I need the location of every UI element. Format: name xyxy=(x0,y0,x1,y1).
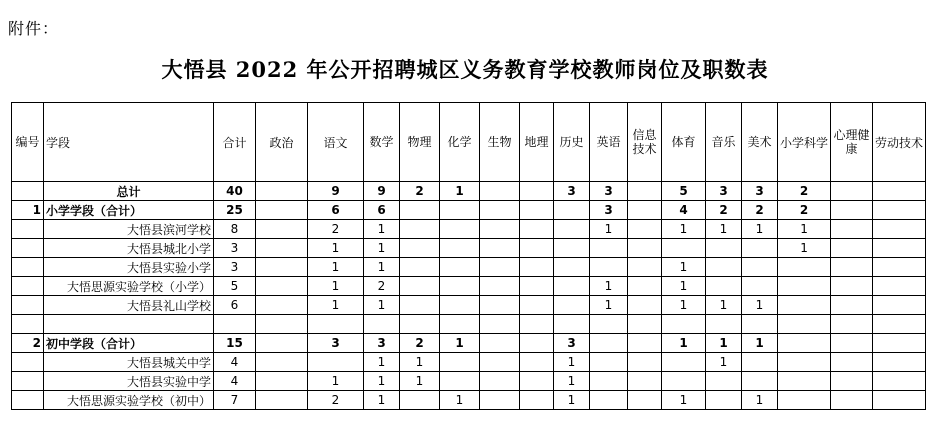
table-row xyxy=(12,296,926,315)
count-cell: 1 xyxy=(400,353,440,372)
table-row xyxy=(12,220,926,239)
count-cell xyxy=(480,258,520,277)
count-cell xyxy=(590,239,628,258)
count-cell xyxy=(778,315,831,334)
count-cell xyxy=(554,220,590,239)
count-cell: 2 xyxy=(400,182,440,201)
count-cell xyxy=(831,201,873,220)
count-cell xyxy=(778,334,831,353)
count-cell xyxy=(400,220,440,239)
count-cell: 1 xyxy=(742,334,778,353)
header-row xyxy=(12,103,926,182)
count-cell xyxy=(831,239,873,258)
count-cell xyxy=(831,334,873,353)
header-cell: 小学科学 xyxy=(778,103,831,182)
count-cell xyxy=(590,334,628,353)
count-cell: 1 xyxy=(440,391,480,410)
count-cell xyxy=(520,182,554,201)
count-cell xyxy=(590,372,628,391)
count-cell xyxy=(520,239,554,258)
count-cell: 1 xyxy=(778,239,831,258)
count-cell xyxy=(590,391,628,410)
count-cell: 1 xyxy=(662,391,706,410)
count-cell xyxy=(554,239,590,258)
count-cell: 3 xyxy=(364,334,400,353)
count-cell xyxy=(628,220,662,239)
count-cell xyxy=(480,182,520,201)
count-cell: 2 xyxy=(308,391,364,410)
table-row xyxy=(12,258,926,277)
header-cell: 英语 xyxy=(590,103,628,182)
count-cell: 1 xyxy=(662,220,706,239)
count-cell xyxy=(364,315,400,334)
count-cell: 2 xyxy=(400,334,440,353)
count-cell xyxy=(628,201,662,220)
count-cell: 40 xyxy=(214,182,256,201)
count-cell xyxy=(256,277,308,296)
count-cell: 3 xyxy=(590,201,628,220)
count-cell xyxy=(873,391,926,410)
count-cell xyxy=(873,296,926,315)
school-cell xyxy=(44,315,214,334)
count-cell xyxy=(590,258,628,277)
count-cell xyxy=(831,258,873,277)
count-cell xyxy=(873,315,926,334)
header-cell: 体育 xyxy=(662,103,706,182)
count-cell: 1 xyxy=(440,182,480,201)
count-cell: 4 xyxy=(214,353,256,372)
table-row xyxy=(12,315,926,334)
count-cell xyxy=(554,296,590,315)
count-cell: 2 xyxy=(742,201,778,220)
count-cell xyxy=(440,296,480,315)
header-cell: 数学 xyxy=(364,103,400,182)
count-cell: 2 xyxy=(778,201,831,220)
count-cell: 2 xyxy=(706,201,742,220)
count-cell: 3 xyxy=(742,182,778,201)
count-cell xyxy=(662,315,706,334)
count-cell xyxy=(480,353,520,372)
count-cell: 25 xyxy=(214,201,256,220)
count-cell xyxy=(778,258,831,277)
count-cell xyxy=(520,391,554,410)
count-cell: 2 xyxy=(12,334,44,353)
count-cell xyxy=(628,372,662,391)
header-cell: 物理 xyxy=(400,103,440,182)
count-cell xyxy=(831,315,873,334)
count-cell xyxy=(400,277,440,296)
school-cell: 大悟县滨河学校 xyxy=(44,220,214,239)
count-cell: 1 xyxy=(590,277,628,296)
school-cell: 大悟县实验小学 xyxy=(44,258,214,277)
count-cell: 3 xyxy=(554,334,590,353)
count-cell xyxy=(742,277,778,296)
count-cell: 1 xyxy=(742,296,778,315)
count-cell xyxy=(628,258,662,277)
count-cell xyxy=(520,334,554,353)
count-cell: 1 xyxy=(12,201,44,220)
count-cell xyxy=(12,353,44,372)
count-cell xyxy=(440,277,480,296)
count-cell: 9 xyxy=(364,182,400,201)
count-cell xyxy=(12,277,44,296)
count-cell xyxy=(480,201,520,220)
count-cell xyxy=(873,277,926,296)
count-cell: 6 xyxy=(308,201,364,220)
count-cell xyxy=(628,239,662,258)
count-cell xyxy=(520,201,554,220)
count-cell xyxy=(440,353,480,372)
count-cell: 1 xyxy=(706,296,742,315)
count-cell xyxy=(778,391,831,410)
count-cell xyxy=(706,258,742,277)
count-cell: 1 xyxy=(778,220,831,239)
header-cell: 合计 xyxy=(214,103,256,182)
count-cell xyxy=(440,258,480,277)
count-cell xyxy=(590,353,628,372)
school-cell: 大悟县实验中学 xyxy=(44,372,214,391)
count-cell: 3 xyxy=(214,239,256,258)
count-cell xyxy=(706,239,742,258)
count-cell xyxy=(480,334,520,353)
count-cell xyxy=(12,182,44,201)
count-cell xyxy=(440,220,480,239)
header-cell: 政治 xyxy=(256,103,308,182)
count-cell: 1 xyxy=(706,220,742,239)
count-cell xyxy=(554,201,590,220)
count-cell: 1 xyxy=(364,353,400,372)
count-cell xyxy=(831,353,873,372)
count-cell xyxy=(256,182,308,201)
count-cell xyxy=(590,315,628,334)
count-cell: 2 xyxy=(308,220,364,239)
count-cell xyxy=(706,277,742,296)
count-cell xyxy=(873,239,926,258)
table-row xyxy=(12,201,926,220)
count-cell xyxy=(520,372,554,391)
header-cell: 生物 xyxy=(480,103,520,182)
count-cell: 1 xyxy=(364,391,400,410)
header-cell: 信息技术 xyxy=(628,103,662,182)
count-cell xyxy=(308,315,364,334)
count-cell xyxy=(520,315,554,334)
count-cell xyxy=(831,296,873,315)
table-row xyxy=(12,391,926,410)
header-cell: 语文 xyxy=(308,103,364,182)
count-cell: 3 xyxy=(590,182,628,201)
count-cell xyxy=(520,277,554,296)
count-cell xyxy=(628,391,662,410)
count-cell: 7 xyxy=(214,391,256,410)
count-cell xyxy=(873,220,926,239)
count-cell: 1 xyxy=(400,372,440,391)
count-cell: 1 xyxy=(364,372,400,391)
count-cell xyxy=(256,391,308,410)
count-cell xyxy=(831,391,873,410)
count-cell: 6 xyxy=(364,201,400,220)
count-cell: 9 xyxy=(308,182,364,201)
count-cell: 2 xyxy=(778,182,831,201)
school-cell: 大悟县城关中学 xyxy=(44,353,214,372)
count-cell: 1 xyxy=(308,296,364,315)
count-cell xyxy=(706,391,742,410)
count-cell xyxy=(256,372,308,391)
count-cell xyxy=(662,353,706,372)
count-cell xyxy=(12,296,44,315)
count-cell: 1 xyxy=(706,334,742,353)
table-row xyxy=(12,277,926,296)
count-cell xyxy=(256,334,308,353)
count-cell: 1 xyxy=(364,220,400,239)
count-cell xyxy=(873,334,926,353)
count-cell: 3 xyxy=(214,258,256,277)
count-cell xyxy=(706,315,742,334)
count-cell xyxy=(742,239,778,258)
count-cell: 15 xyxy=(214,334,256,353)
count-cell xyxy=(873,258,926,277)
count-cell xyxy=(778,372,831,391)
school-cell: 大悟县城北小学 xyxy=(44,239,214,258)
count-cell: 1 xyxy=(308,372,364,391)
count-cell xyxy=(873,372,926,391)
count-cell: 3 xyxy=(308,334,364,353)
count-cell xyxy=(554,315,590,334)
school-cell: 总计 xyxy=(44,182,214,201)
count-cell xyxy=(480,391,520,410)
count-cell xyxy=(440,239,480,258)
count-cell xyxy=(256,201,308,220)
positions-table xyxy=(11,102,926,410)
table-row xyxy=(12,239,926,258)
count-cell xyxy=(628,296,662,315)
count-cell xyxy=(12,372,44,391)
count-cell: 3 xyxy=(706,182,742,201)
count-cell: 1 xyxy=(440,334,480,353)
count-cell: 5 xyxy=(662,182,706,201)
count-cell xyxy=(256,353,308,372)
count-cell xyxy=(742,258,778,277)
count-cell xyxy=(628,353,662,372)
count-cell: 1 xyxy=(742,391,778,410)
count-cell xyxy=(628,182,662,201)
count-cell xyxy=(873,182,926,201)
school-cell: 大悟思源实验学校（初中） xyxy=(44,391,214,410)
count-cell xyxy=(480,220,520,239)
count-cell: 3 xyxy=(554,182,590,201)
count-cell: 6 xyxy=(214,296,256,315)
count-cell: 1 xyxy=(364,296,400,315)
count-cell: 1 xyxy=(742,220,778,239)
count-cell xyxy=(12,239,44,258)
count-cell xyxy=(662,239,706,258)
count-cell xyxy=(256,258,308,277)
count-cell xyxy=(440,201,480,220)
count-cell: 4 xyxy=(214,372,256,391)
school-cell: 大悟县礼山学校 xyxy=(44,296,214,315)
count-cell xyxy=(831,182,873,201)
count-cell: 1 xyxy=(554,353,590,372)
count-cell xyxy=(554,277,590,296)
count-cell xyxy=(628,315,662,334)
count-cell xyxy=(831,277,873,296)
count-cell xyxy=(214,315,256,334)
count-cell: 1 xyxy=(662,277,706,296)
school-cell: 小学学段（合计） xyxy=(44,201,214,220)
table-row xyxy=(12,334,926,353)
count-cell xyxy=(12,258,44,277)
attachment-label: 附件： xyxy=(8,19,60,38)
header-cell: 劳动技术 xyxy=(873,103,926,182)
count-cell xyxy=(554,258,590,277)
count-cell: 8 xyxy=(214,220,256,239)
count-cell xyxy=(400,201,440,220)
count-cell xyxy=(520,258,554,277)
count-cell xyxy=(480,315,520,334)
header-cell: 历史 xyxy=(554,103,590,182)
count-cell xyxy=(742,315,778,334)
count-cell: 2 xyxy=(364,277,400,296)
count-cell xyxy=(520,220,554,239)
count-cell xyxy=(12,391,44,410)
count-cell xyxy=(400,296,440,315)
count-cell xyxy=(256,296,308,315)
count-cell xyxy=(628,277,662,296)
count-cell xyxy=(480,372,520,391)
count-cell xyxy=(256,315,308,334)
count-cell xyxy=(12,220,44,239)
count-cell xyxy=(400,239,440,258)
count-cell xyxy=(440,315,480,334)
header-cell: 美术 xyxy=(742,103,778,182)
count-cell xyxy=(831,220,873,239)
header-cell: 音乐 xyxy=(706,103,742,182)
count-cell xyxy=(831,372,873,391)
header-cell: 学段 xyxy=(44,103,214,182)
table-row xyxy=(12,353,926,372)
header-cell: 心理健康 xyxy=(831,103,873,182)
count-cell xyxy=(480,296,520,315)
table-row xyxy=(12,372,926,391)
count-cell xyxy=(778,296,831,315)
count-cell: 1 xyxy=(308,277,364,296)
count-cell xyxy=(778,277,831,296)
count-cell: 4 xyxy=(662,201,706,220)
school-cell: 初中学段（合计） xyxy=(44,334,214,353)
count-cell xyxy=(520,353,554,372)
count-cell: 1 xyxy=(590,296,628,315)
count-cell: 1 xyxy=(554,391,590,410)
count-cell xyxy=(308,353,364,372)
count-cell xyxy=(520,296,554,315)
count-cell xyxy=(742,353,778,372)
count-cell xyxy=(480,239,520,258)
count-cell xyxy=(400,315,440,334)
count-cell xyxy=(873,201,926,220)
school-cell: 大悟思源实验学校（小学） xyxy=(44,277,214,296)
header-cell: 化学 xyxy=(440,103,480,182)
count-cell xyxy=(778,353,831,372)
page-title: 大悟县 2022 年公开招聘城区义务教育学校教师岗位及职数表 xyxy=(161,57,769,82)
count-cell: 1 xyxy=(554,372,590,391)
count-cell xyxy=(256,220,308,239)
count-cell xyxy=(12,315,44,334)
table-row xyxy=(12,182,926,201)
count-cell: 1 xyxy=(364,239,400,258)
header-cell: 地理 xyxy=(520,103,554,182)
count-cell: 1 xyxy=(590,220,628,239)
count-cell xyxy=(256,239,308,258)
count-cell xyxy=(480,277,520,296)
count-cell xyxy=(440,372,480,391)
count-cell: 1 xyxy=(706,353,742,372)
count-cell xyxy=(662,372,706,391)
count-cell: 1 xyxy=(308,258,364,277)
count-cell: 1 xyxy=(662,296,706,315)
count-cell: 1 xyxy=(364,258,400,277)
count-cell xyxy=(742,372,778,391)
count-cell: 1 xyxy=(662,334,706,353)
count-cell xyxy=(628,334,662,353)
count-cell: 1 xyxy=(662,258,706,277)
count-cell xyxy=(400,391,440,410)
count-cell: 5 xyxy=(214,277,256,296)
count-cell: 1 xyxy=(308,239,364,258)
header-cell: 编号 xyxy=(12,103,44,182)
count-cell xyxy=(706,372,742,391)
count-cell xyxy=(873,353,926,372)
count-cell xyxy=(400,258,440,277)
